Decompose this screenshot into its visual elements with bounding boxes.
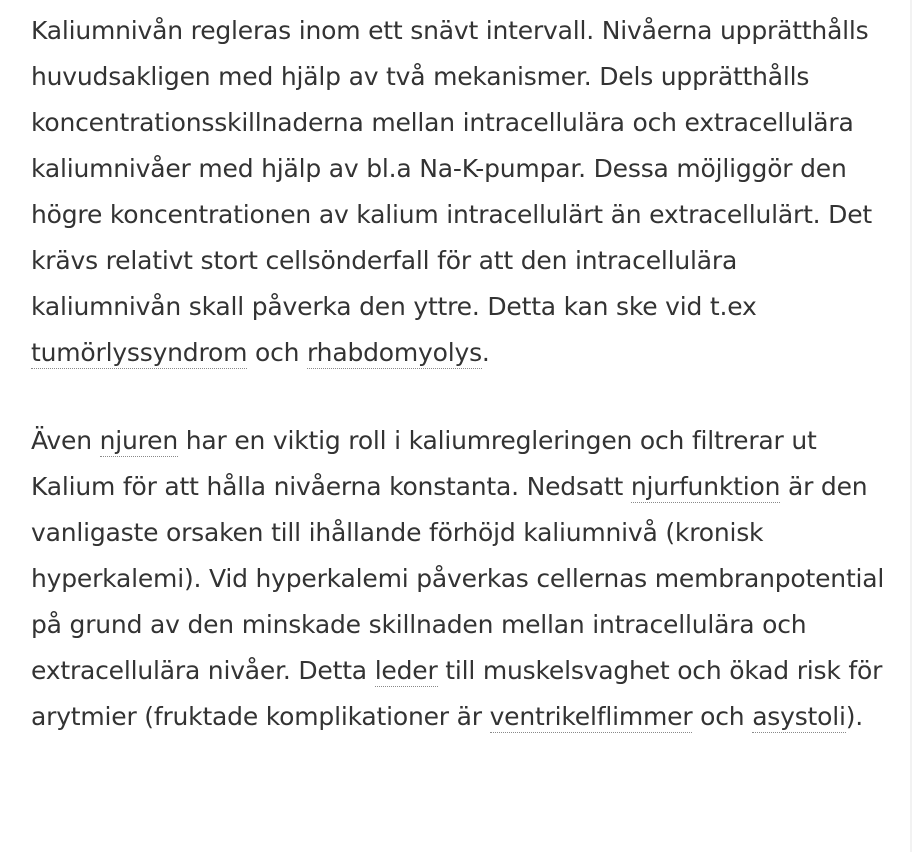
paragraph-text: Även <box>31 426 100 455</box>
article-body <box>31 8 891 740</box>
glossary-term-rhabdomyolys[interactable]: rhabdomyolys <box>307 338 482 367</box>
paragraph-text: och <box>247 338 308 367</box>
glossary-term-tumorlyssyndrom[interactable]: tumörlyssyndrom <box>31 338 248 367</box>
glossary-term-asystoli[interactable]: asystoli <box>752 702 846 731</box>
glossary-term-njuren[interactable]: njuren <box>99 426 178 455</box>
paragraph-text: har en viktig roll i kaliumregleringen och filtrerar ut Kalium för att hålla nivåerna konstanta. Nedsatt <box>31 426 817 501</box>
paragraph-text: och <box>692 702 753 731</box>
paragraph-potassium-regulation <box>31 8 891 376</box>
glossary-term-ventrikelflimmer[interactable]: ventrikelflimmer <box>489 702 693 731</box>
paragraph-text: ). <box>845 702 864 731</box>
paragraph-text: är den vanligaste orsaken till ihållande förhöjd kaliumnivå (kronisk hyperkalemi). Vid hyperkalemi påverkas cellernas membranpotential på grund av den minskade skillnaden mellan intracellulära och extracellulära nivåer. Detta <box>31 472 885 685</box>
paragraph-text: . <box>481 338 490 367</box>
paragraph-text: Kaliumnivån regleras inom ett snävt intervall. Nivåerna upprätthålls huvudsakligen med hjälp av två mekanismer. Dels upprätthålls koncentrationsskillnaderna mellan intracellulära och extracellulära kaliumnivåer med hjälp av bl.a Na-K-pumpar. Dessa möjliggör den högre koncentrationen av kalium intracellulärt än extracellulärt. Det krävs relativt stort cellsönderfall för att den intracellulära kaliumnivån skall påverka den yttre. Detta kan ske vid t.ex <box>31 16 873 321</box>
paragraph-kidney-role <box>31 418 891 740</box>
paragraph-text: till muskelsvaghet och ökad risk för arytmier (fruktade komplikationer är <box>31 656 883 731</box>
glossary-term-leder[interactable]: leder <box>374 656 438 685</box>
glossary-term-njurfunktion[interactable]: njurfunktion <box>630 472 781 501</box>
